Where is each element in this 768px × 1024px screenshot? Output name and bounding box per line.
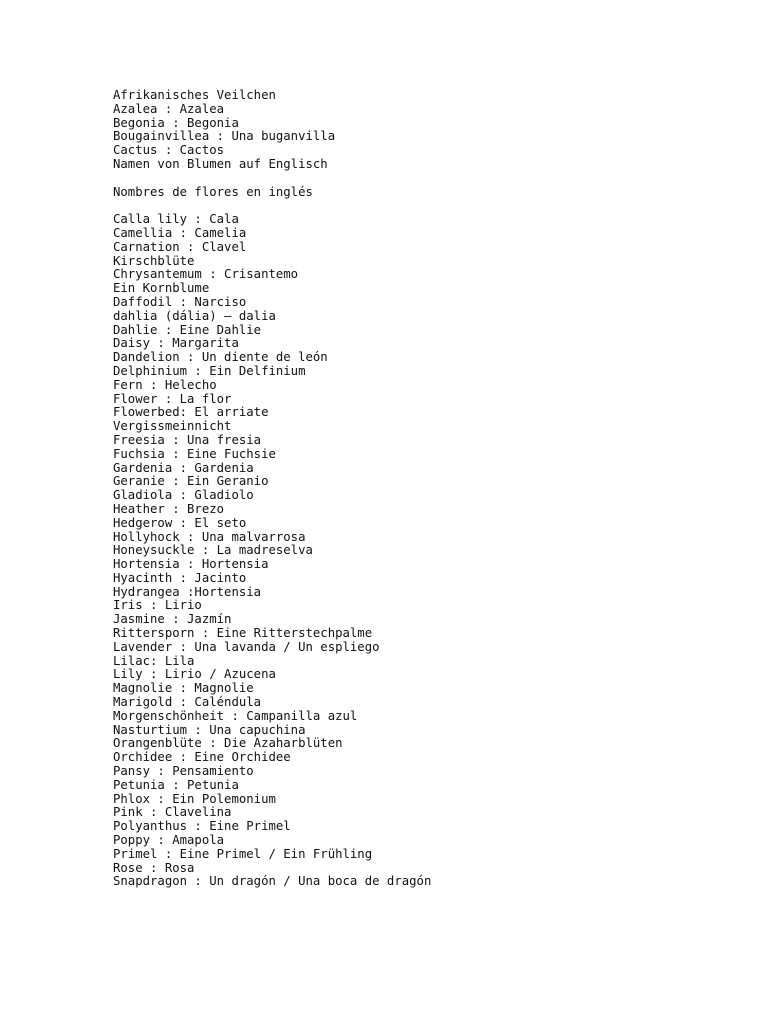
text-line: Orangenblüte : Die Azaharblüten xyxy=(113,736,343,751)
text-line: Nombres de flores en inglés xyxy=(113,184,313,199)
text-line: Geranie : Ein Geranio xyxy=(113,474,269,489)
text-line: Gardenia : Gardenia xyxy=(113,460,254,475)
text-line: Honeysuckle : La madreselva xyxy=(113,543,313,558)
text-line: Snapdragon : Un dragón / Una boca de dragón xyxy=(113,874,432,889)
blank-line xyxy=(113,199,733,213)
text-line: Hedgerow : El seto xyxy=(113,515,247,530)
text-line: Heather : Brezo xyxy=(113,501,225,516)
text-line: Rittersporn : Eine Ritterstechpalme xyxy=(113,626,373,641)
text-line: Hortensia : Hortensia xyxy=(113,557,269,572)
text-line: Iris : Lirio xyxy=(113,598,202,613)
text-line: Hyacinth : Jacinto xyxy=(113,570,247,585)
text-line: Primel : Eine Primel / Ein Frühling xyxy=(113,846,373,861)
text-line: Pink : Clavelina xyxy=(113,805,232,820)
text-line: Lily : Lirio / Azucena xyxy=(113,667,276,682)
text-line: Calla lily : Cala xyxy=(113,212,239,227)
text-line: Begonia : Begonia xyxy=(113,115,239,130)
text-line: Namen von Blumen auf Englisch xyxy=(113,156,328,171)
text-line: Marigold : Caléndula xyxy=(113,695,262,710)
text-line: Rose : Rosa xyxy=(113,860,195,875)
text-line: Jasmine : Jazmín xyxy=(113,612,232,627)
text-line: Azalea : Azalea xyxy=(113,101,225,116)
text-line: Camellia : Camelia xyxy=(113,225,247,240)
text-line: Chrysantemum : Crisantemo xyxy=(113,267,299,282)
text-line: Lilac: Lila xyxy=(113,653,195,668)
text-line: Dandelion : Un diente de león xyxy=(113,350,328,365)
text-line: Poppy : Amapola xyxy=(113,833,225,848)
text-line: Fern : Helecho xyxy=(113,377,217,392)
text-line: Freesia : Una fresia xyxy=(113,432,262,447)
text-line: Carnation : Clavel xyxy=(113,239,247,254)
text-line: Morgenschönheit : Campanilla azul xyxy=(113,708,358,723)
text-line: Flower : La flor xyxy=(113,391,232,406)
text-line: Flowerbed: El arriate xyxy=(113,405,269,420)
text-line: Hollyhock : Una malvarrosa xyxy=(113,529,306,544)
text-line: Magnolie : Magnolie xyxy=(113,681,254,696)
document-body xyxy=(113,89,733,889)
text-line: Orchidee : Eine Orchidee xyxy=(113,750,291,765)
text-line: Petunia : Petunia xyxy=(113,777,239,792)
text-line: Nasturtium : Una capuchina xyxy=(113,722,306,737)
text-line: Daisy : Margarita xyxy=(113,336,239,351)
text-line: Fuchsia : Eine Fuchsie xyxy=(113,446,276,461)
text-line: Hydrangea :Hortensia xyxy=(113,584,262,599)
text-line: Vergissmeinnicht xyxy=(113,419,232,434)
text-line: Pansy : Pensamiento xyxy=(113,764,254,779)
text-line: Phlox : Ein Polemonium xyxy=(113,791,276,806)
text-line: Afrikanisches Veilchen xyxy=(113,88,276,102)
blank-line xyxy=(113,172,733,186)
text-line: Ein Kornblume xyxy=(113,281,210,296)
text-line: dahlia (dália) – dalia xyxy=(113,308,276,323)
text-line: Dahlie : Eine Dahlie xyxy=(113,322,262,337)
text-line: Delphinium : Ein Delfinium xyxy=(113,363,306,378)
text-line: Kirschblüte xyxy=(113,253,195,268)
text-line: Gladiola : Gladiolo xyxy=(113,488,254,503)
text-line: Bougainvillea : Una buganvilla xyxy=(113,129,336,144)
text-line: Lavender : Una lavanda / Un espliego xyxy=(113,639,380,654)
text-line: Cactus : Cactos xyxy=(113,143,225,158)
text-line: Polyanthus : Eine Primel xyxy=(113,819,291,834)
text-line: Daffodil : Narciso xyxy=(113,294,247,309)
